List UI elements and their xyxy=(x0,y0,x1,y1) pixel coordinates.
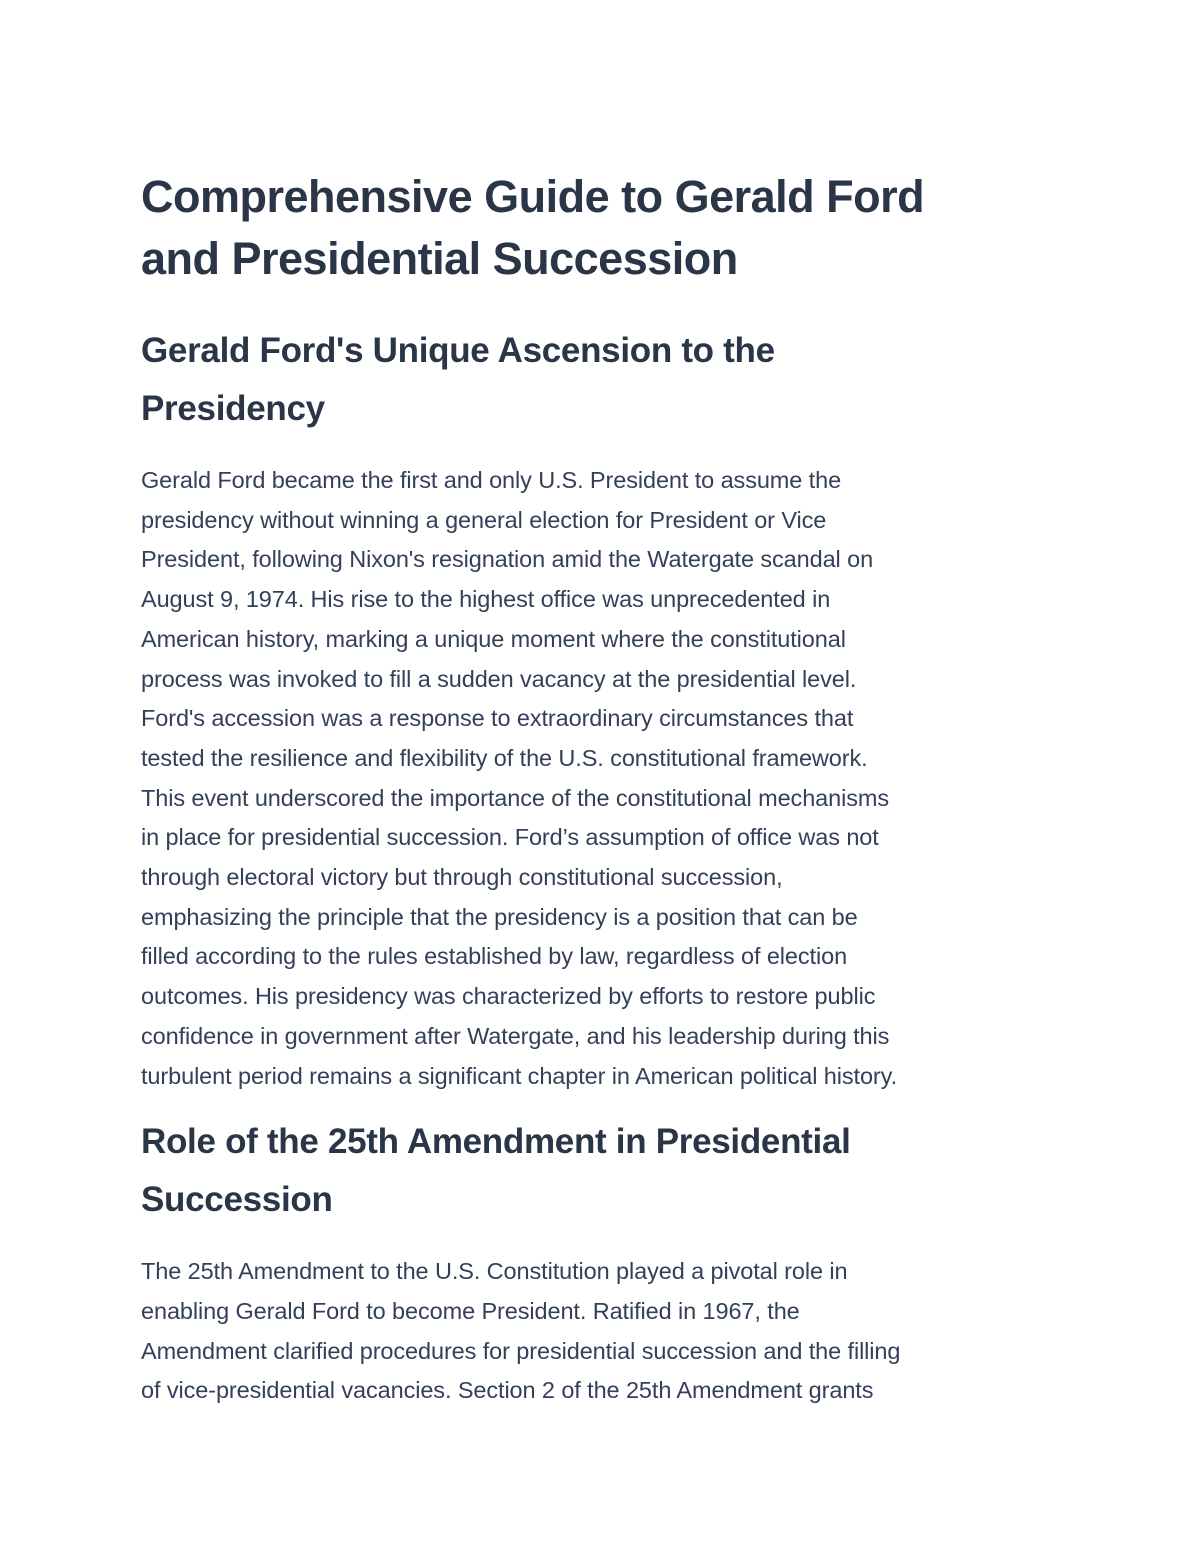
paragraph-line: process was invoked to fill a sudden vacancy at the presidential level. xyxy=(141,665,857,692)
paragraph-line: Ford's accession was a response to extraordinary circumstances that xyxy=(141,705,854,732)
title-line: Comprehensive Guide to Gerald Ford xyxy=(141,171,925,222)
paragraph-line: filled according to the rules established by law, regardless of election xyxy=(141,943,848,970)
paragraph-line: enabling Gerald Ford to become President. Ratified in 1967, the xyxy=(141,1297,800,1324)
paragraph-line: in place for presidential succession. Ford’s assumption of office was not xyxy=(141,824,879,851)
heading-line: Gerald Ford's Unique Ascension to the xyxy=(141,331,775,370)
paragraph-line: The 25th Amendment to the U.S. Constitution played a pivotal role in xyxy=(141,1258,848,1285)
title-line: and Presidential Succession xyxy=(141,233,738,284)
paragraph-line: of vice-presidential vacancies. Section 2 of the 25th Amendment grants xyxy=(141,1377,874,1404)
heading-line: Succession xyxy=(141,1180,333,1220)
section-paragraph xyxy=(141,461,1059,1096)
paragraph-line: Amendment clarified procedures for presidential succession and the filling xyxy=(141,1337,901,1364)
section-ford-ascension xyxy=(141,322,1059,1096)
paragraph-line: confidence in government after Watergate, and his leadership during this xyxy=(141,1022,890,1049)
paragraph-line: emphasizing the principle that the presidency is a position that can be xyxy=(141,903,858,930)
paragraph-line: August 9, 1974. His rise to the highest office was unprecedented in xyxy=(141,586,831,613)
paragraph-line: through electoral victory but through constitutional succession, xyxy=(141,864,783,891)
paragraph-line: Gerald Ford became the first and only U.S. President to assume the xyxy=(141,467,842,493)
paragraph-line: outcomes. His presidency was characterized by efforts to restore public xyxy=(141,983,876,1010)
paragraph-line: turbulent period remains a significant chapter in American political history. xyxy=(141,1062,897,1089)
paragraph-line: tested the resilience and flexibility of the U.S. constitutional framework. xyxy=(141,744,868,771)
heading-line: Presidency xyxy=(141,389,325,428)
section-25th-amendment xyxy=(141,1113,1059,1411)
section-heading xyxy=(141,322,1059,438)
document-page xyxy=(141,166,1059,1411)
section-paragraph xyxy=(141,1252,1059,1411)
heading-line: Role of the 25th Amendment in Presidential xyxy=(141,1122,851,1162)
paragraph-line: American history, marking a unique moment where the constitutional xyxy=(141,625,846,652)
paragraph-line: This event underscored the importance of the constitutional mechanisms xyxy=(141,784,890,811)
paragraph-line: President, following Nixon's resignation amid the Watergate scandal on xyxy=(141,546,874,573)
section-heading xyxy=(141,1113,1059,1229)
paragraph-line: presidency without winning a general election for President or Vice xyxy=(141,506,827,533)
document-title xyxy=(141,166,1059,290)
